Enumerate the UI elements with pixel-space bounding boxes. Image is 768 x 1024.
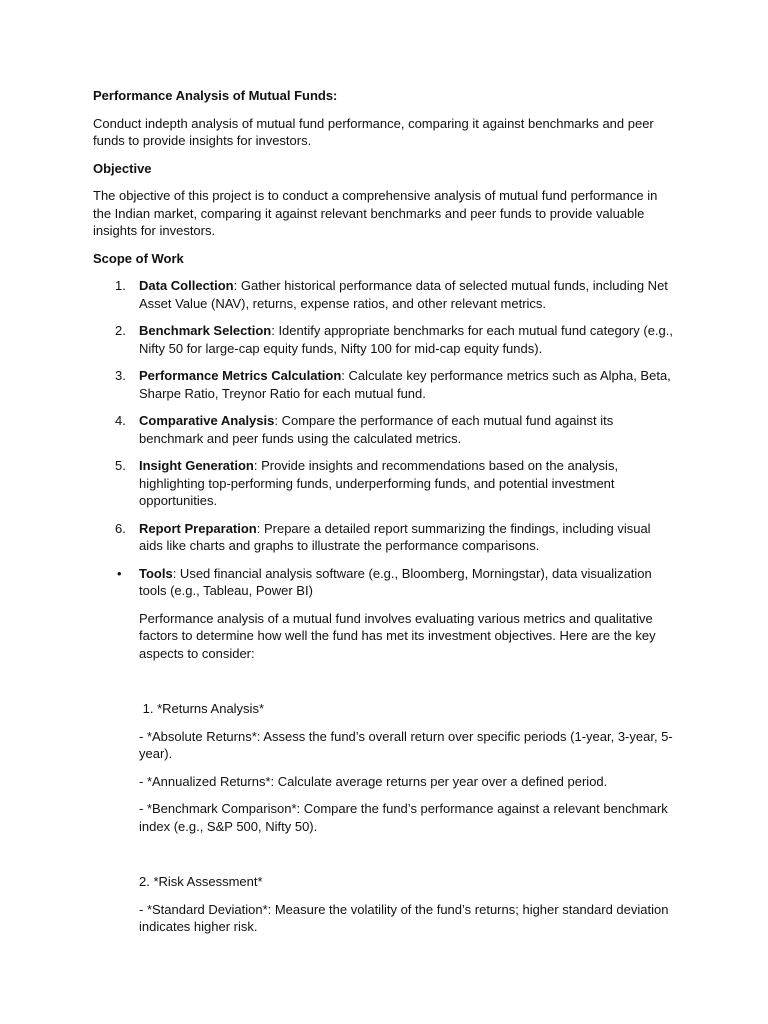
step-text: : Gather historical performance data of selected mutual funds, including Net Asset Value (NAV), returns, expense ratios, and other relevant metrics. — [139, 278, 668, 311]
list-item — [93, 457, 678, 510]
document-page — [93, 87, 678, 946]
step-text: : Prepare a detailed report summarizing the findings, including visual aids like charts and graphs to illustrate the performance comparisons. — [139, 520, 651, 553]
scope-steps-list — [93, 277, 678, 555]
step-label: Performance Metrics Calculation — [139, 368, 342, 383]
tools-text: : Used financial analysis software (e.g., Bloomberg, Morningstar), data visualization tools (e.g., Tableau, Power BI) — [139, 565, 652, 598]
risk-section-title: 2. *Risk Assessment* — [139, 874, 263, 889]
step-text: : Provide insights and recommendations based on the analysis, highlighting top-performing funds, underperforming funds, and potential investment opportunities. — [139, 458, 619, 508]
document-title: Performance Analysis of Mutual Funds: — [93, 88, 338, 103]
spacer — [139, 845, 678, 873]
tools-list — [93, 565, 678, 600]
step-text: : Compare the performance of each mutual fund against its benchmark and peer funds using the calculated metrics. — [139, 413, 614, 446]
step-label: Comparative Analysis — [139, 413, 275, 428]
returns-item: - *Benchmark Comparison*: Compare the fund’s performance against a relevant benchmark index (e.g., S&P 500, Nifty 50). — [139, 801, 668, 834]
step-number: 6. — [115, 520, 126, 536]
step-label: Insight Generation — [139, 458, 254, 473]
list-item — [93, 367, 678, 402]
step-number: 3. — [115, 368, 126, 383]
step-number: 5. — [115, 458, 126, 473]
list-item — [93, 565, 678, 600]
spacer — [139, 672, 678, 700]
intro-paragraph: Conduct indepth analysis of mutual fund performance, comparing it against benchmarks and peer funds to provide insights for investors. — [93, 115, 654, 148]
risk-item: - *Standard Deviation*: Measure the volatility of the fund’s returns; higher standard deviation indicates higher risk. — [139, 901, 669, 934]
overview-paragraph: Performance analysis of a mutual fund involves evaluating various metrics and qualitative factors to determine how well the fund has met its investment objectives. Here are the key aspects to consider: — [139, 610, 656, 661]
step-label: Benchmark Selection — [139, 323, 272, 338]
analysis-section — [93, 610, 678, 936]
returns-item: - *Annualized Returns*: Calculate average returns per year over a defined period. — [139, 773, 608, 789]
list-item — [93, 520, 678, 555]
scope-heading: Scope of Work — [93, 250, 184, 266]
step-number: 2. — [115, 323, 126, 338]
list-item — [93, 412, 678, 447]
step-label: Report Preparation — [139, 520, 257, 536]
step-label: Data Collection — [139, 278, 234, 293]
returns-section-title: 1. *Returns Analysis* — [139, 701, 265, 716]
objective-heading: Objective — [93, 160, 152, 176]
list-item — [93, 277, 678, 312]
list-item — [93, 322, 678, 357]
bullet-icon: • — [117, 565, 122, 581]
step-text: : Calculate key performance metrics such as Alpha, Beta, Sharpe Ratio, Treynor Ratio for each mutual fund. — [139, 368, 671, 401]
step-text: : Identify appropriate benchmarks for each mutual fund category (e.g., Nifty 50 for large-cap equity funds, Nifty 100 for mid-cap equity funds). — [139, 323, 673, 356]
objective-paragraph: The objective of this project is to conduct a comprehensive analysis of mutual fund performance in the Indian market, comparing it against relevant benchmarks and peer funds to provide valuable insights for investors. — [93, 188, 658, 238]
returns-item: - *Absolute Returns*: Assess the fund’s overall return over specific periods (1-year, 3-year, 5-year). — [139, 728, 673, 761]
tools-label: Tools — [139, 565, 173, 581]
step-number: 4. — [115, 413, 126, 428]
step-number: 1. — [115, 278, 126, 293]
